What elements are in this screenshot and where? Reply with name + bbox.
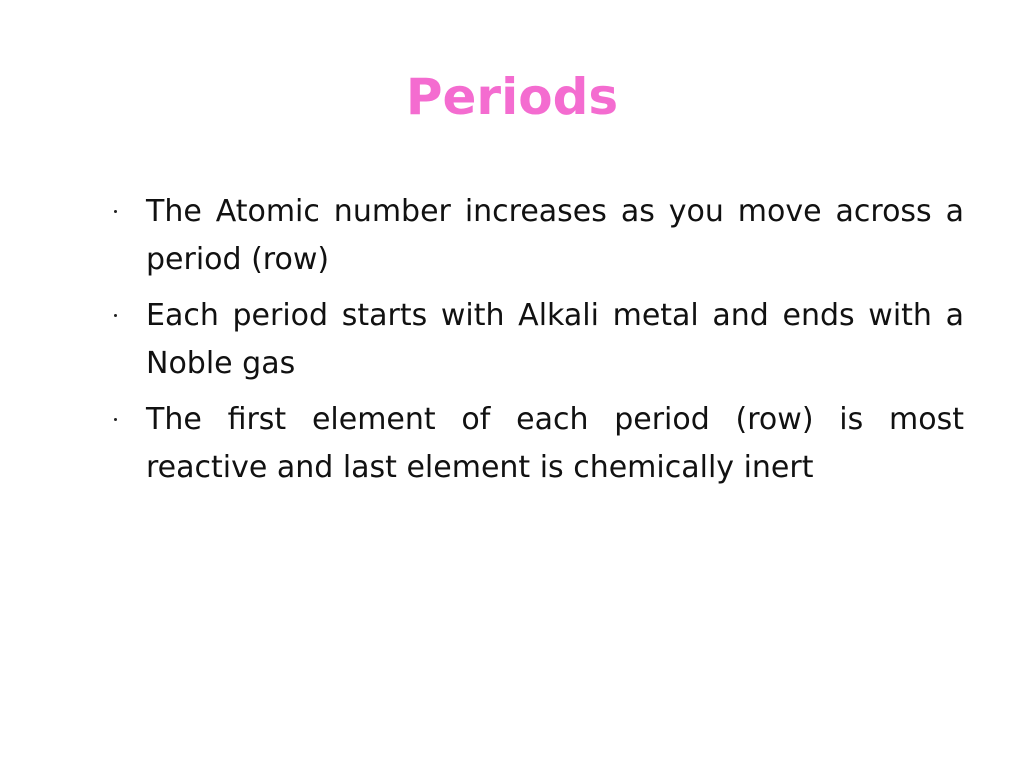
bullet-list [108, 188, 964, 500]
bullet-text: Each period starts with Alkali metal and ends with a Noble gas [146, 298, 964, 381]
slide-title: Periods [405, 68, 619, 126]
bullet-text: The Atomic number increases as you move across a period (row) [146, 194, 964, 277]
bullet-dot-icon [114, 210, 117, 213]
bullet-item [108, 292, 964, 388]
bullet-item [108, 188, 964, 284]
bullet-dot-icon [114, 418, 117, 421]
bullet-item [108, 396, 964, 492]
bullet-text: The first element of each period (row) is most reactive and last element is chemically inert [146, 402, 964, 485]
bullet-dot-icon [114, 314, 117, 317]
